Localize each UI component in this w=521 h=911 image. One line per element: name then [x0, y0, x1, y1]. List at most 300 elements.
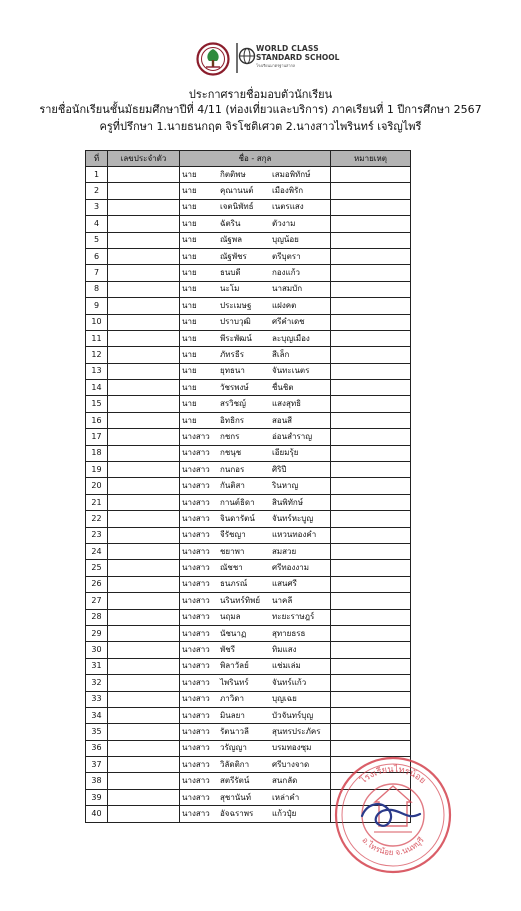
student-name-cell [180, 232, 331, 248]
table-row [86, 625, 411, 641]
last-name: ศรีทองงาม [272, 563, 310, 573]
student-id-cell [108, 609, 180, 625]
student-id-cell [108, 740, 180, 756]
table-row [86, 281, 411, 297]
remark-cell [331, 494, 411, 510]
row-number: 24 [86, 543, 108, 559]
row-number: 15 [86, 396, 108, 412]
student-id-cell [108, 658, 180, 674]
remark-cell [331, 265, 411, 281]
first-name: วัชรพงษ์ [220, 382, 249, 392]
table-row [86, 593, 411, 609]
row-number: 20 [86, 478, 108, 494]
table-row [86, 560, 411, 576]
table-row [86, 216, 411, 232]
student-id-cell [108, 527, 180, 543]
last-name: ตรีบุตรา [272, 251, 301, 261]
row-number: 32 [86, 675, 108, 691]
student-id-cell [108, 167, 180, 183]
wcs-line1: WORLD CLASS [256, 44, 319, 53]
remark-cell [331, 625, 411, 641]
student-name-cell [180, 396, 331, 412]
student-name-cell [180, 642, 331, 658]
first-name: ฉัตริน [220, 218, 241, 228]
first-name: กานต์ธิดา [220, 497, 255, 507]
school-crest-logo [196, 40, 230, 78]
svg-text:โรงเรียนไทรน้อย [358, 764, 427, 786]
row-number: 36 [86, 740, 108, 756]
student-name-cell [180, 478, 331, 494]
last-name: แฝงคต [272, 300, 297, 310]
name-title: นางสาว [182, 628, 210, 638]
first-name: นฤมล [220, 612, 241, 622]
student-name-cell [180, 806, 331, 822]
last-name: สุนทรประภัคร [272, 726, 321, 736]
first-name: กันติสา [220, 481, 245, 491]
student-name-cell [180, 265, 331, 281]
world-class-standard-logo [234, 41, 340, 77]
wcs-line2: STANDARD SCHOOL [256, 53, 340, 62]
row-number: 6 [86, 248, 108, 264]
last-name: จันทร์หะบูญ [272, 513, 314, 523]
table-row [86, 658, 411, 674]
table-row [86, 462, 411, 478]
table-row [86, 380, 411, 396]
last-name: จันทะเนตร [272, 366, 310, 376]
remark-cell [331, 724, 411, 740]
last-name: ศรีคำเดช [272, 317, 305, 327]
first-name: ภาวิดา [220, 694, 244, 704]
first-name: ณัชชา [220, 563, 243, 573]
first-name: จินดารัตน์ [220, 513, 255, 523]
name-title: นาย [182, 333, 197, 343]
last-name: สุทายธรธ [272, 628, 306, 638]
student-id-cell [108, 429, 180, 445]
name-title: นางสาว [182, 792, 210, 802]
student-id-cell [108, 363, 180, 379]
name-title: นาย [182, 382, 197, 392]
row-number: 2 [86, 183, 108, 199]
table-row [86, 298, 411, 314]
row-number: 18 [86, 445, 108, 461]
last-name: จันทร์แก้ว [272, 677, 307, 687]
first-name: ไพรินทร์ [220, 677, 249, 687]
first-name: คุณานนต์ [220, 186, 254, 196]
name-title: นาย [182, 415, 197, 425]
remark-cell [331, 511, 411, 527]
student-name-cell [180, 511, 331, 527]
last-name: รินหาญ [272, 481, 299, 491]
student-roster-table [85, 150, 411, 823]
student-name-cell [180, 494, 331, 510]
row-number: 25 [86, 560, 108, 576]
remark-cell [331, 560, 411, 576]
student-name-cell [180, 658, 331, 674]
student-id-cell [108, 806, 180, 822]
table-row [86, 691, 411, 707]
remark-cell [331, 380, 411, 396]
school-seal-stamp [332, 754, 454, 876]
row-number: 7 [86, 265, 108, 281]
student-id-cell [108, 396, 180, 412]
student-name-cell [180, 609, 331, 625]
row-number: 14 [86, 380, 108, 396]
table-header-row [86, 151, 411, 167]
col-header-name: ชื่อ - สกุล [180, 151, 331, 167]
student-name-cell [180, 314, 331, 330]
name-title: นาย [182, 169, 197, 179]
last-name: แสนศรี [272, 579, 297, 589]
student-name-cell [180, 789, 331, 805]
row-number: 11 [86, 330, 108, 346]
table-row [86, 478, 411, 494]
name-title: นาย [182, 399, 197, 409]
table-row [86, 248, 411, 264]
first-name: พีระพัฒน์ [220, 333, 252, 343]
student-id-cell [108, 494, 180, 510]
student-name-cell [180, 281, 331, 297]
remark-cell [331, 248, 411, 264]
first-name: เจตนิพัทธ์ [220, 202, 254, 212]
remark-cell [331, 593, 411, 609]
first-name: วิลัดติกา [220, 759, 250, 769]
roster-body [86, 167, 411, 823]
student-id-cell [108, 560, 180, 576]
last-name: สินพิทักษ์ [272, 497, 304, 507]
last-name: บุญน้อย [272, 235, 299, 245]
name-title: นาย [182, 300, 197, 310]
name-title: นางสาว [182, 513, 210, 523]
row-number: 39 [86, 789, 108, 805]
table-row [86, 429, 411, 445]
student-id-cell [108, 625, 180, 641]
student-name-cell [180, 691, 331, 707]
table-row [86, 707, 411, 723]
student-name-cell [180, 363, 331, 379]
remark-cell [331, 363, 411, 379]
table-row [86, 347, 411, 363]
name-title: นางสาว [182, 661, 210, 671]
student-name-cell [180, 773, 331, 789]
last-name: แก้วปุ๋ย [272, 808, 297, 818]
last-name: สอนสี [272, 415, 293, 425]
name-title: นาย [182, 284, 197, 294]
row-number: 5 [86, 232, 108, 248]
row-number: 33 [86, 691, 108, 707]
advisor-line: ครูที่ปรึกษา 1.นายธนกฤต จิรโชติเศวต 2.นางสาวไพรินทร์ เจริญไพรี [99, 120, 422, 133]
first-name: จีรัชญา [220, 530, 246, 540]
remark-cell [331, 707, 411, 723]
student-id-cell [108, 724, 180, 740]
first-name: มินลยา [220, 710, 245, 720]
student-name-cell [180, 462, 331, 478]
student-name-cell [180, 576, 331, 592]
table-row [86, 363, 411, 379]
name-title: นาย [182, 268, 197, 278]
student-id-cell [108, 445, 180, 461]
seal-bottom-text: อ.ไทรน้อย จ.นนทบุรี [360, 835, 426, 858]
student-id-cell [108, 412, 180, 428]
first-name: ภัทรธีร [220, 349, 245, 359]
remark-cell [331, 232, 411, 248]
row-number: 10 [86, 314, 108, 330]
student-id-cell [108, 593, 180, 609]
last-name: บุญเฉย [272, 694, 297, 704]
name-title: นาย [182, 251, 197, 261]
remark-cell [331, 167, 411, 183]
student-name-cell [180, 429, 331, 445]
signature-mark [362, 804, 420, 826]
first-name: สตรีรัตน์ [220, 776, 250, 786]
name-title: นางสาว [182, 726, 210, 736]
student-name-cell [180, 330, 331, 346]
student-id-cell [108, 183, 180, 199]
student-id-cell [108, 462, 180, 478]
last-name: สีเล็ก [272, 349, 290, 359]
last-name: แหวนทองคำ [272, 530, 317, 540]
student-name-cell [180, 445, 331, 461]
row-number: 8 [86, 281, 108, 297]
name-title: นาย [182, 317, 197, 327]
table-row [86, 675, 411, 691]
table-row [86, 494, 411, 510]
row-number: 19 [86, 462, 108, 478]
seal-arc-text: โรงเรียนไทรน้อย [358, 764, 428, 787]
remark-cell [331, 314, 411, 330]
row-number: 27 [86, 593, 108, 609]
remark-cell [331, 445, 411, 461]
row-number: 3 [86, 199, 108, 215]
last-name: ละบุญเมือง [272, 333, 310, 343]
row-number: 40 [86, 806, 108, 822]
row-number: 21 [86, 494, 108, 510]
first-name: นะโม [220, 284, 240, 294]
table-row [86, 511, 411, 527]
table-row [86, 396, 411, 412]
student-id-cell [108, 330, 180, 346]
name-title: นางสาว [182, 579, 210, 589]
student-name-cell [180, 707, 331, 723]
last-name: บัวจันทร์บุญ [272, 710, 314, 720]
name-title: นาย [182, 186, 197, 196]
remark-cell [331, 675, 411, 691]
name-title: นางสาว [182, 776, 210, 786]
name-title: นาย [182, 366, 197, 376]
row-number: 17 [86, 429, 108, 445]
col-header-student-id: เลขประจำตัว [108, 151, 180, 167]
last-name: เหล่าคำ [272, 792, 300, 802]
first-name: ณัฐพล [220, 235, 243, 245]
student-id-cell [108, 576, 180, 592]
table-row [86, 232, 411, 248]
remark-cell [331, 281, 411, 297]
remark-cell [331, 691, 411, 707]
remark-cell [331, 543, 411, 559]
row-number: 35 [86, 724, 108, 740]
student-id-cell [108, 347, 180, 363]
row-number: 30 [86, 642, 108, 658]
first-name: กชนุช [220, 448, 242, 458]
student-id-cell [108, 789, 180, 805]
table-row [86, 609, 411, 625]
col-header-remark: หมายเหตุ [331, 151, 411, 167]
last-name: แสงสุทธิ [272, 399, 301, 409]
first-name: นรินทร์ทิพย์ [220, 595, 261, 605]
table-row [86, 445, 411, 461]
remark-cell [331, 478, 411, 494]
table-row [86, 330, 411, 346]
first-name: รัตนาวลี [220, 726, 249, 736]
last-name: บรมทองซุม [272, 743, 312, 753]
first-name: ประเมษฐ [220, 300, 252, 310]
table-row [86, 183, 411, 199]
name-title: นางสาว [182, 530, 210, 540]
remark-cell [331, 216, 411, 232]
row-number: 38 [86, 773, 108, 789]
row-number: 23 [86, 527, 108, 543]
first-name: กชกร [220, 431, 240, 441]
row-number: 16 [86, 412, 108, 428]
class-subtitle: รายชื่อนักเรียนชั้นมัธยมศึกษาปีที่ 4/11 (ท่องเที่ยวและบริการ) ภาคเรียนที่ 1 ปีการศึกษา 2567 [39, 103, 482, 116]
name-title: นางสาว [182, 546, 210, 556]
remark-cell [331, 298, 411, 314]
student-id-cell [108, 511, 180, 527]
wcs-line3: โรงเรียนมาตรฐานสากล [256, 63, 296, 68]
name-title: นางสาว [182, 431, 210, 441]
student-name-cell [180, 593, 331, 609]
name-title: นางสาว [182, 808, 210, 818]
table-row [86, 167, 411, 183]
student-name-cell [180, 527, 331, 543]
name-title: นาย [182, 235, 197, 245]
row-number: 28 [86, 609, 108, 625]
student-name-cell [180, 199, 331, 215]
student-id-cell [108, 478, 180, 494]
name-title: นางสาว [182, 464, 210, 474]
table-row [86, 314, 411, 330]
last-name: ทะยะราษฎร์ [272, 612, 315, 622]
student-id-cell [108, 675, 180, 691]
first-name: อิทธิกร [220, 415, 245, 425]
first-name: อัจฉราพร [220, 808, 254, 818]
first-name: พิลาวัลย์ [220, 661, 249, 671]
name-title: นางสาว [182, 645, 210, 655]
remark-cell [331, 527, 411, 543]
remark-cell [331, 576, 411, 592]
row-number: 4 [86, 216, 108, 232]
student-id-cell [108, 298, 180, 314]
student-name-cell [180, 757, 331, 773]
student-name-cell [180, 724, 331, 740]
remark-cell [331, 429, 411, 445]
row-number: 37 [86, 757, 108, 773]
last-name: เมืองพิรัก [272, 186, 304, 196]
name-title: นางสาว [182, 743, 210, 753]
first-name: นัชนาฏ [220, 628, 247, 638]
globe-icon [234, 42, 256, 74]
remark-cell [331, 330, 411, 346]
remark-cell [331, 658, 411, 674]
table-row [86, 412, 411, 428]
first-name: ณัฐพัชร [220, 251, 247, 261]
table-row [86, 543, 411, 559]
first-name: ธนบดี [220, 268, 241, 278]
remark-cell [331, 609, 411, 625]
table-row [86, 265, 411, 281]
row-number: 13 [86, 363, 108, 379]
table-row [86, 199, 411, 215]
student-id-cell [108, 642, 180, 658]
student-id-cell [108, 265, 180, 281]
row-number: 22 [86, 511, 108, 527]
table-row [86, 724, 411, 740]
col-header-no: ที่ [86, 151, 108, 167]
first-name: ปราบวุฒิ [220, 317, 251, 327]
name-title: นางสาว [182, 710, 210, 720]
first-name: ยุทธนา [220, 366, 245, 376]
student-id-cell [108, 216, 180, 232]
student-name-cell [180, 740, 331, 756]
name-title: นางสาว [182, 595, 210, 605]
first-name: กิตติพษ [220, 169, 246, 179]
name-title: นางสาว [182, 481, 210, 491]
row-number: 9 [86, 298, 108, 314]
student-name-cell [180, 675, 331, 691]
student-id-cell [108, 691, 180, 707]
first-name: กนกอร [220, 464, 245, 474]
name-title: นางสาว [182, 448, 210, 458]
name-title: นางสาว [182, 497, 210, 507]
last-name: สนกลัด [272, 776, 298, 786]
first-name: สรวิชญ์ [220, 399, 246, 409]
last-name: ทิมแสง [272, 645, 297, 655]
name-title: นาย [182, 349, 197, 359]
page-title: ประกาศรายชื่อมอบตัวนักเรียน [188, 88, 333, 101]
name-title: นางสาว [182, 677, 210, 687]
remark-cell [331, 642, 411, 658]
row-number: 34 [86, 707, 108, 723]
row-number: 1 [86, 167, 108, 183]
student-name-cell [180, 298, 331, 314]
remark-cell [331, 199, 411, 215]
student-name-cell [180, 380, 331, 396]
student-name-cell [180, 625, 331, 641]
student-name-cell [180, 347, 331, 363]
remark-cell [331, 412, 411, 428]
student-name-cell [180, 543, 331, 559]
student-id-cell [108, 380, 180, 396]
first-name: พัชรี [220, 645, 235, 655]
remark-cell [331, 396, 411, 412]
student-id-cell [108, 773, 180, 789]
name-title: นางสาว [182, 612, 210, 622]
name-title: นางสาว [182, 694, 210, 704]
student-name-cell [180, 216, 331, 232]
last-name: ศิริปี [272, 464, 287, 474]
last-name: เอียมรุ้ย [272, 448, 299, 458]
row-number: 29 [86, 625, 108, 641]
student-id-cell [108, 248, 180, 264]
row-number: 12 [86, 347, 108, 363]
student-name-cell [180, 560, 331, 576]
student-id-cell [108, 232, 180, 248]
student-id-cell [108, 199, 180, 215]
header-logos [0, 40, 521, 82]
last-name: ชื่นชิต [272, 382, 294, 392]
remark-cell [331, 347, 411, 363]
first-name: สุชานันท์ [220, 792, 252, 802]
table-row [86, 642, 411, 658]
